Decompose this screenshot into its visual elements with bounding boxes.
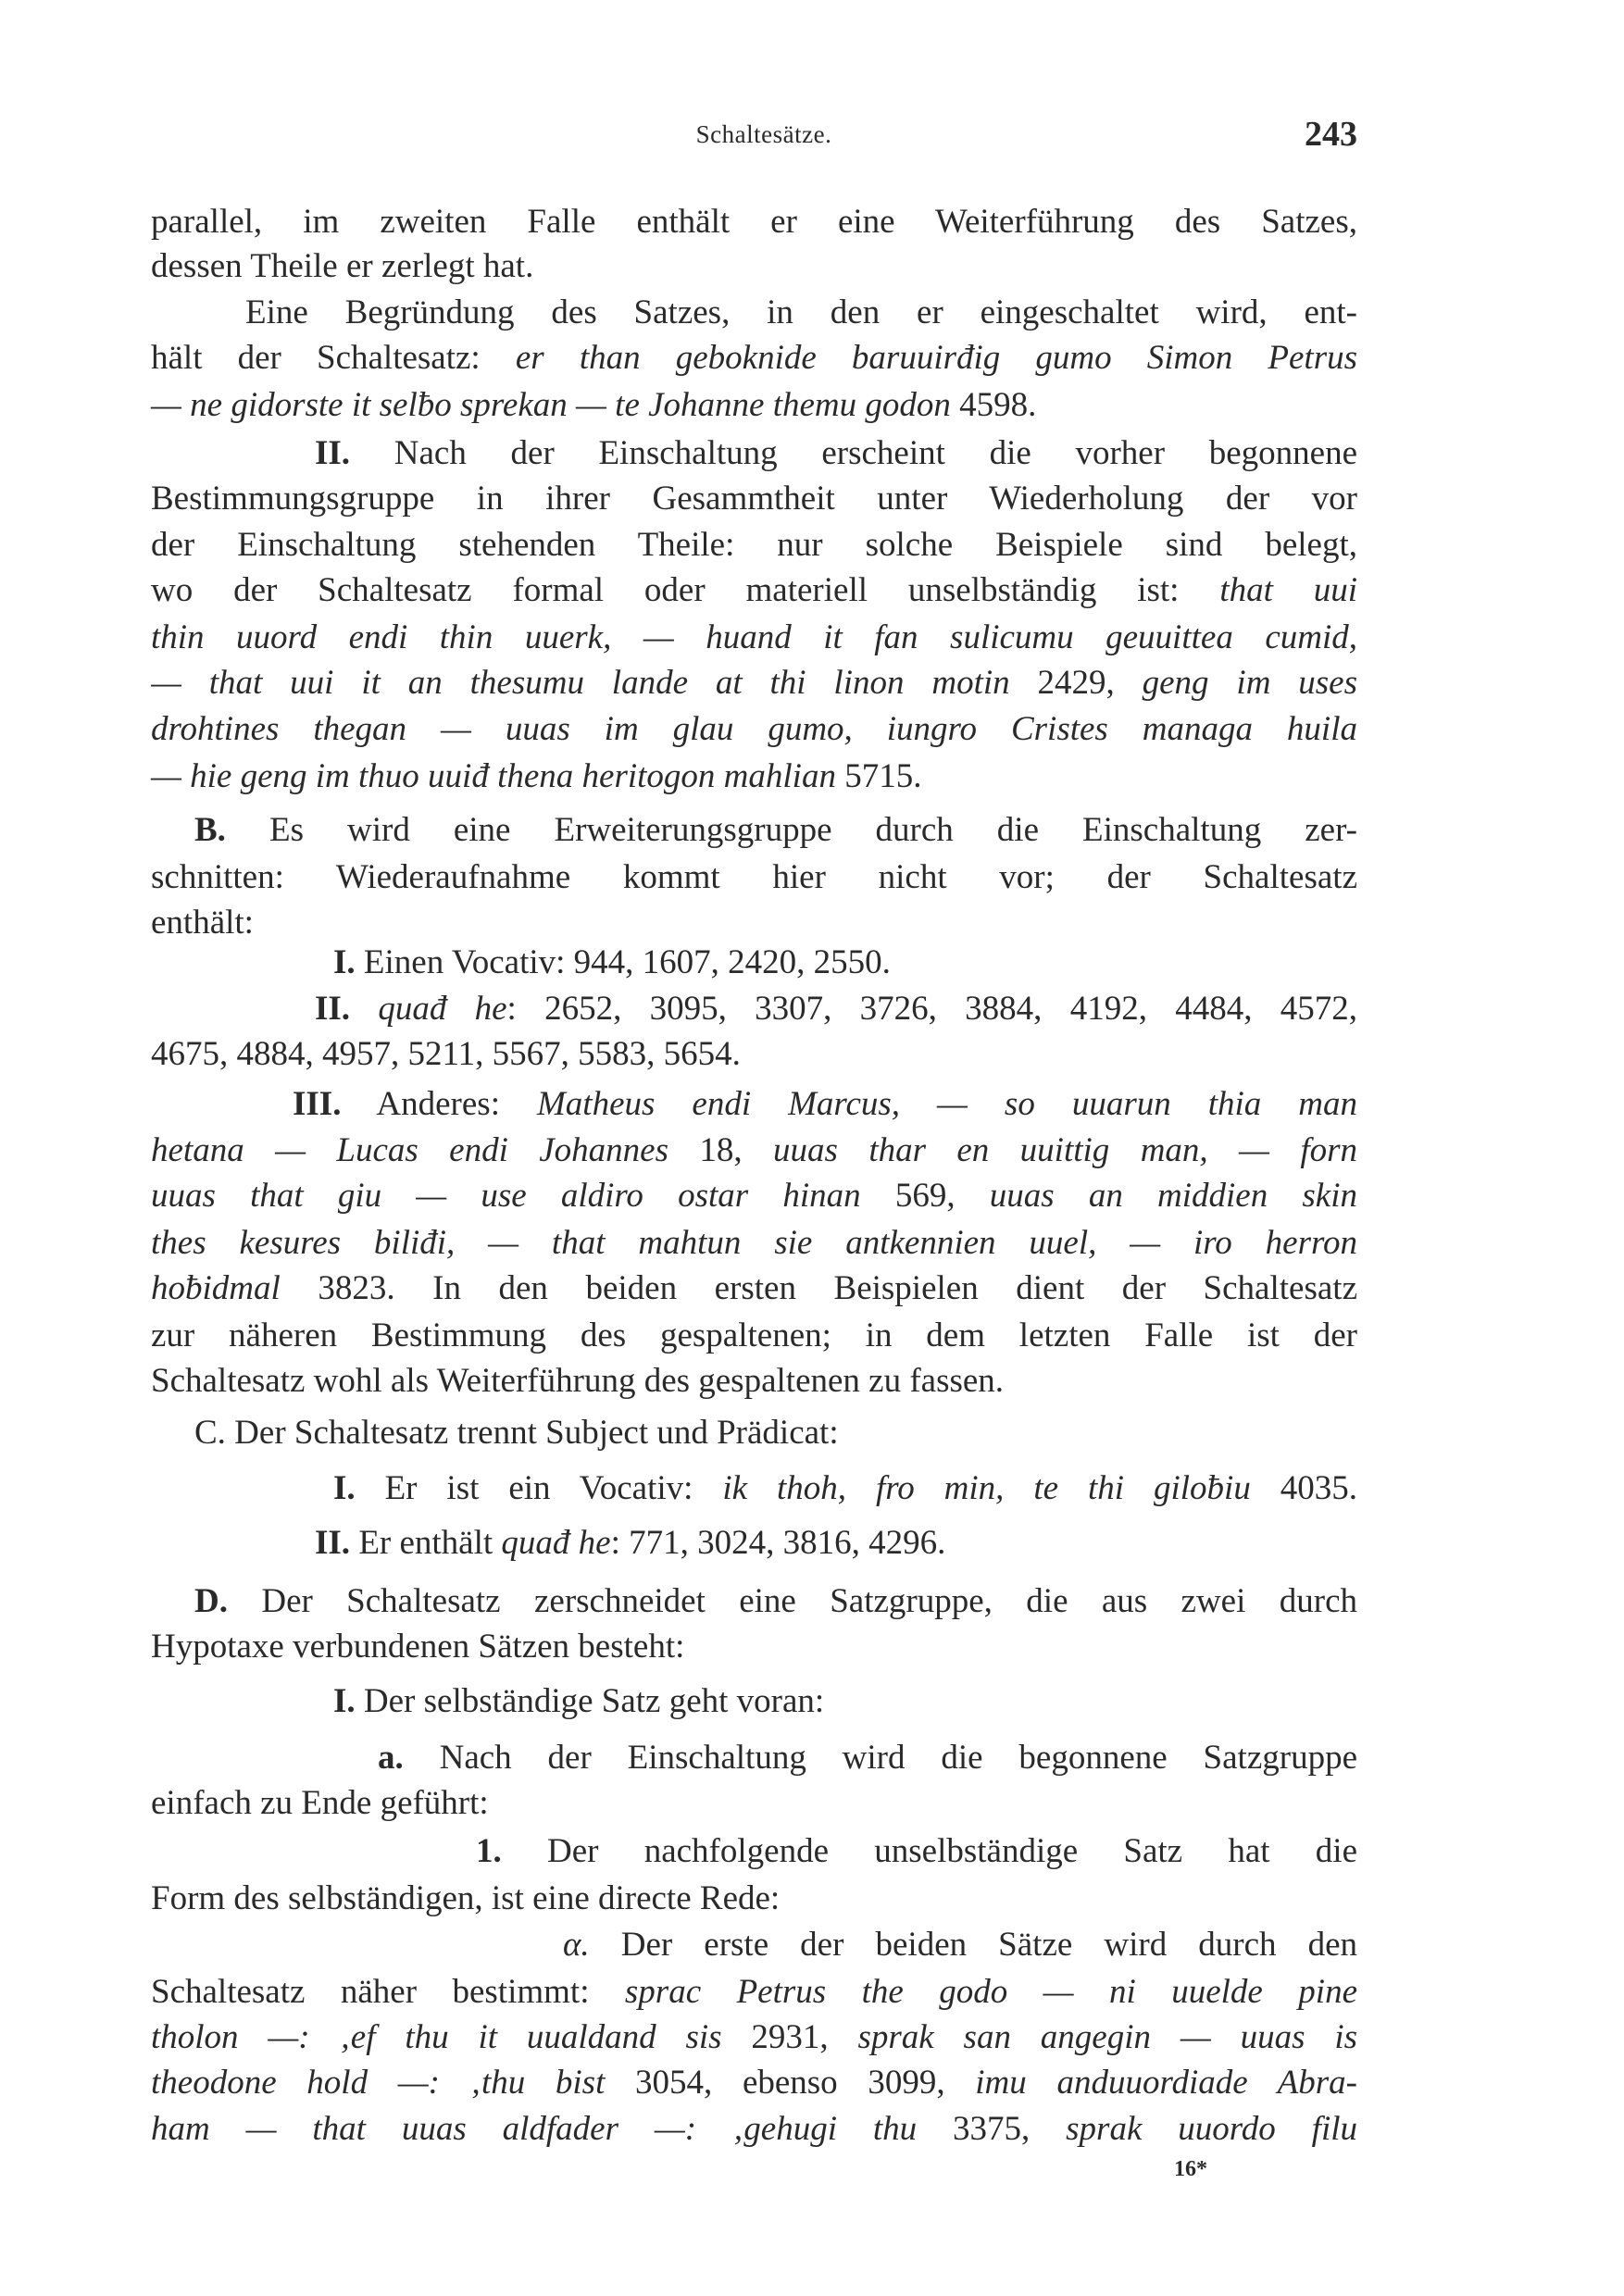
section-marker: II. xyxy=(315,1524,351,1562)
text-line xyxy=(151,2060,1357,2106)
text-line xyxy=(378,1735,1357,1781)
page-number: 243 xyxy=(1305,115,1357,154)
text-run: 4675, 4884, 4957, 5211, 5567, 5583, 5654. xyxy=(151,1035,741,1073)
text-line xyxy=(151,1173,1357,1219)
text-run: Der selbständige Satz geht voran: xyxy=(355,1682,825,1720)
text-line xyxy=(151,1358,1357,1404)
text-line xyxy=(151,1313,1357,1359)
text-run: 2429, xyxy=(1009,664,1143,702)
italic-quote: thin uuord endi thin uuerk, — huand it fan sulicumu geuuittea cumid, xyxy=(151,618,1357,656)
italic-quote: er than geboknide baruuirđig gumo Simon Petrus xyxy=(515,339,1357,377)
text-run: wo der Schaltesatz formal oder materiell unselbständig ist: xyxy=(151,571,1220,609)
italic-quote: — hie geng im thuo uuiđ thena heritogon mahlian xyxy=(151,757,836,795)
text-line xyxy=(151,615,1357,661)
italic-quote: hetana — Lucas endi Johannes xyxy=(151,1131,668,1169)
section-marker: II. xyxy=(315,434,351,472)
text-run: Einen Vocativ: 944, 1607, 2420, 2550. xyxy=(355,943,891,981)
text-line xyxy=(151,1266,1357,1312)
text-line xyxy=(151,1969,1357,2015)
text-line xyxy=(151,1128,1357,1174)
text-run: 4035. xyxy=(1250,1469,1357,1507)
text-run: 4598. xyxy=(950,386,1037,424)
italic-quote: theodone hold —: ‚thu bist xyxy=(151,2064,606,2102)
text-line xyxy=(151,1624,1357,1670)
text-run: Nach der Einschaltung erscheint die vorher begonnene xyxy=(350,434,1357,472)
section-marker: III. xyxy=(293,1085,342,1123)
text-line xyxy=(151,754,1357,800)
text-line xyxy=(194,807,1357,854)
text-line xyxy=(151,199,1357,245)
text-run: Er ist ein Vocativ: xyxy=(355,1469,723,1507)
text-line xyxy=(194,1410,1357,1456)
text-line xyxy=(151,1220,1357,1267)
italic-quote: α. xyxy=(563,1926,590,1964)
text-line xyxy=(151,335,1357,381)
text-run: Nach der Einschaltung wird die begonnene Satzgruppe xyxy=(403,1739,1357,1777)
italic-quote: Matheus endi Marcus, — so uuarun thia man xyxy=(536,1085,1357,1123)
text-line xyxy=(333,1678,1357,1725)
text-line xyxy=(315,1520,1357,1566)
text-run: Form des selbständigen, ist eine directe Rede: xyxy=(151,1879,781,1917)
text-run: schnitten: Wiederaufnahme kommt hier nicht vor; der Schaltesatz xyxy=(151,858,1357,896)
text-run: hält der Schaltesatz: xyxy=(151,339,516,377)
text-run: Bestimmungsgruppe in ihrer Gesammtheit unter Wiederholung der vor xyxy=(151,480,1357,518)
text-line xyxy=(194,1578,1357,1625)
text-run: : 2652, 3095, 3307, 3726, 3884, 4192, 4484, 4572, xyxy=(506,990,1357,1028)
text-run: Es wird eine Erweiterungsgruppe durch die Einschaltung zer- xyxy=(225,811,1357,849)
text-run: C. Der Schaltesatz trennt Subject und Prädicat: xyxy=(194,1414,839,1452)
text-run: 18, xyxy=(668,1131,774,1169)
text-run: parallel, im zweiten Falle enthält er eine Weiterführung des Satzes, xyxy=(151,203,1357,241)
section-marker: a. xyxy=(378,1739,404,1777)
italic-quote: tholon —: ‚ef thu it uualdand sis xyxy=(151,2018,722,2056)
italic-quote: sprak san angegin — uuas is xyxy=(857,2018,1357,2056)
section-marker: B. xyxy=(194,811,226,849)
italic-quote: drohtines thegan — uuas im glau gumo, iungro Cristes managa huila xyxy=(151,710,1357,748)
text-run: zur näheren Bestimmung des gespaltenen; in dem letzten Falle ist der xyxy=(151,1316,1357,1354)
italic-quote: geng im uses xyxy=(1142,664,1357,702)
text-line xyxy=(315,430,1357,477)
text-run xyxy=(350,990,378,1028)
text-run: : 771, 3024, 3816, 4296. xyxy=(610,1524,946,1562)
section-marker: I. xyxy=(333,1469,356,1507)
italic-quote: uuas an middien skin xyxy=(989,1177,1357,1215)
italic-quote: — that uui it an thesumu lande at thi linon motin xyxy=(151,664,1010,702)
text-run: Eine Begründung des Satzes, in den er eingeschaltet wird, ent- xyxy=(245,293,1357,331)
italic-quote: quađ he xyxy=(378,990,507,1028)
text-line xyxy=(151,855,1357,901)
text-run: Hypotaxe verbundenen Sätzen besteht: xyxy=(151,1628,685,1666)
text-run: Schaltesatz näher bestimmt: xyxy=(151,1973,625,2011)
signature-mark: 16* xyxy=(1174,2157,1207,2181)
text-line xyxy=(151,243,1357,290)
text-line xyxy=(151,2106,1357,2152)
section-marker: II. xyxy=(315,990,351,1028)
section-marker: I. xyxy=(333,943,356,981)
text-line xyxy=(333,1466,1357,1512)
text-line xyxy=(151,476,1357,522)
text-line xyxy=(245,290,1357,336)
text-run: einfach zu Ende geführt: xyxy=(151,1784,489,1822)
text-line xyxy=(151,1780,1357,1827)
italic-quote: hoƀidmal xyxy=(151,1269,281,1307)
text-run: 2931, xyxy=(721,2018,858,2056)
italic-quote: thes kesures biliđi, — that mahtun sie antkennien uuel, — iro herron xyxy=(151,1224,1357,1262)
italic-quote: that uui xyxy=(1219,571,1357,609)
section-marker: I. xyxy=(333,1682,356,1720)
section-marker: 1. xyxy=(476,1832,502,1870)
text-run: Der nachfolgende unselbständige Satz hat die xyxy=(501,1832,1357,1870)
text-line xyxy=(151,1031,1357,1078)
text-run: enthält: xyxy=(151,904,254,942)
text-run: Er enthält xyxy=(350,1524,502,1562)
italic-quote: ik thoh, fro min, te thi giloƀiu xyxy=(722,1469,1251,1507)
text-run: 569, xyxy=(860,1177,990,1215)
text-run: Der erste der beiden Sätze wird durch den xyxy=(589,1926,1357,1964)
text-run: 3823. In den beiden ersten Beispielen dient der Schaltesatz xyxy=(280,1269,1357,1307)
text-line xyxy=(293,1081,1357,1128)
text-run: dessen Theile er zerlegt hat. xyxy=(151,247,534,285)
text-line xyxy=(563,1922,1357,1968)
italic-quote: — ne gidorste it selƀo sprekan — te Johanne themu godon xyxy=(151,386,951,424)
running-title: Schaltesätze. xyxy=(695,120,832,148)
italic-quote: uuas that giu — use aldiro ostar hinan xyxy=(151,1177,861,1215)
text-run: 3375, xyxy=(917,2110,1067,2148)
italic-quote: sprak uuordo filu xyxy=(1066,2110,1357,2148)
text-line xyxy=(151,660,1357,706)
text-run: der Einschaltung stehenden Theile: nur solche Beispiele sind belegt, xyxy=(151,526,1357,564)
italic-quote: sprac Petrus the godo — ni uuelde pine xyxy=(624,1973,1357,2011)
text-run: 3054, ebenso 3099, xyxy=(605,2064,976,2102)
text-run: Schaltesatz wohl als Weiterführung des gespaltenen zu fassen. xyxy=(151,1362,1005,1400)
italic-quote: uuas thar en uuittig man, — forn xyxy=(773,1131,1357,1169)
text-run: 5715. xyxy=(835,757,922,795)
text-line xyxy=(151,382,1357,429)
text-line xyxy=(151,568,1357,614)
text-run: Anderes: xyxy=(341,1085,537,1123)
text-line xyxy=(333,940,1357,986)
section-marker: D. xyxy=(194,1582,228,1620)
italic-quote: imu anduuordiade Abra- xyxy=(975,2064,1357,2102)
text-line xyxy=(151,1876,1357,1922)
italic-quote: ham — that uuas aldfader —: ‚gehugi thu xyxy=(151,2110,918,2148)
text-line xyxy=(315,986,1357,1032)
text-line xyxy=(151,2015,1357,2061)
text-line xyxy=(151,522,1357,568)
text-line xyxy=(476,1828,1357,1875)
text-line xyxy=(151,706,1357,753)
italic-quote: quađ he xyxy=(501,1524,611,1562)
text-run: Der Schaltesatz zerschneidet eine Satzgruppe, die aus zwei durch xyxy=(227,1582,1357,1620)
